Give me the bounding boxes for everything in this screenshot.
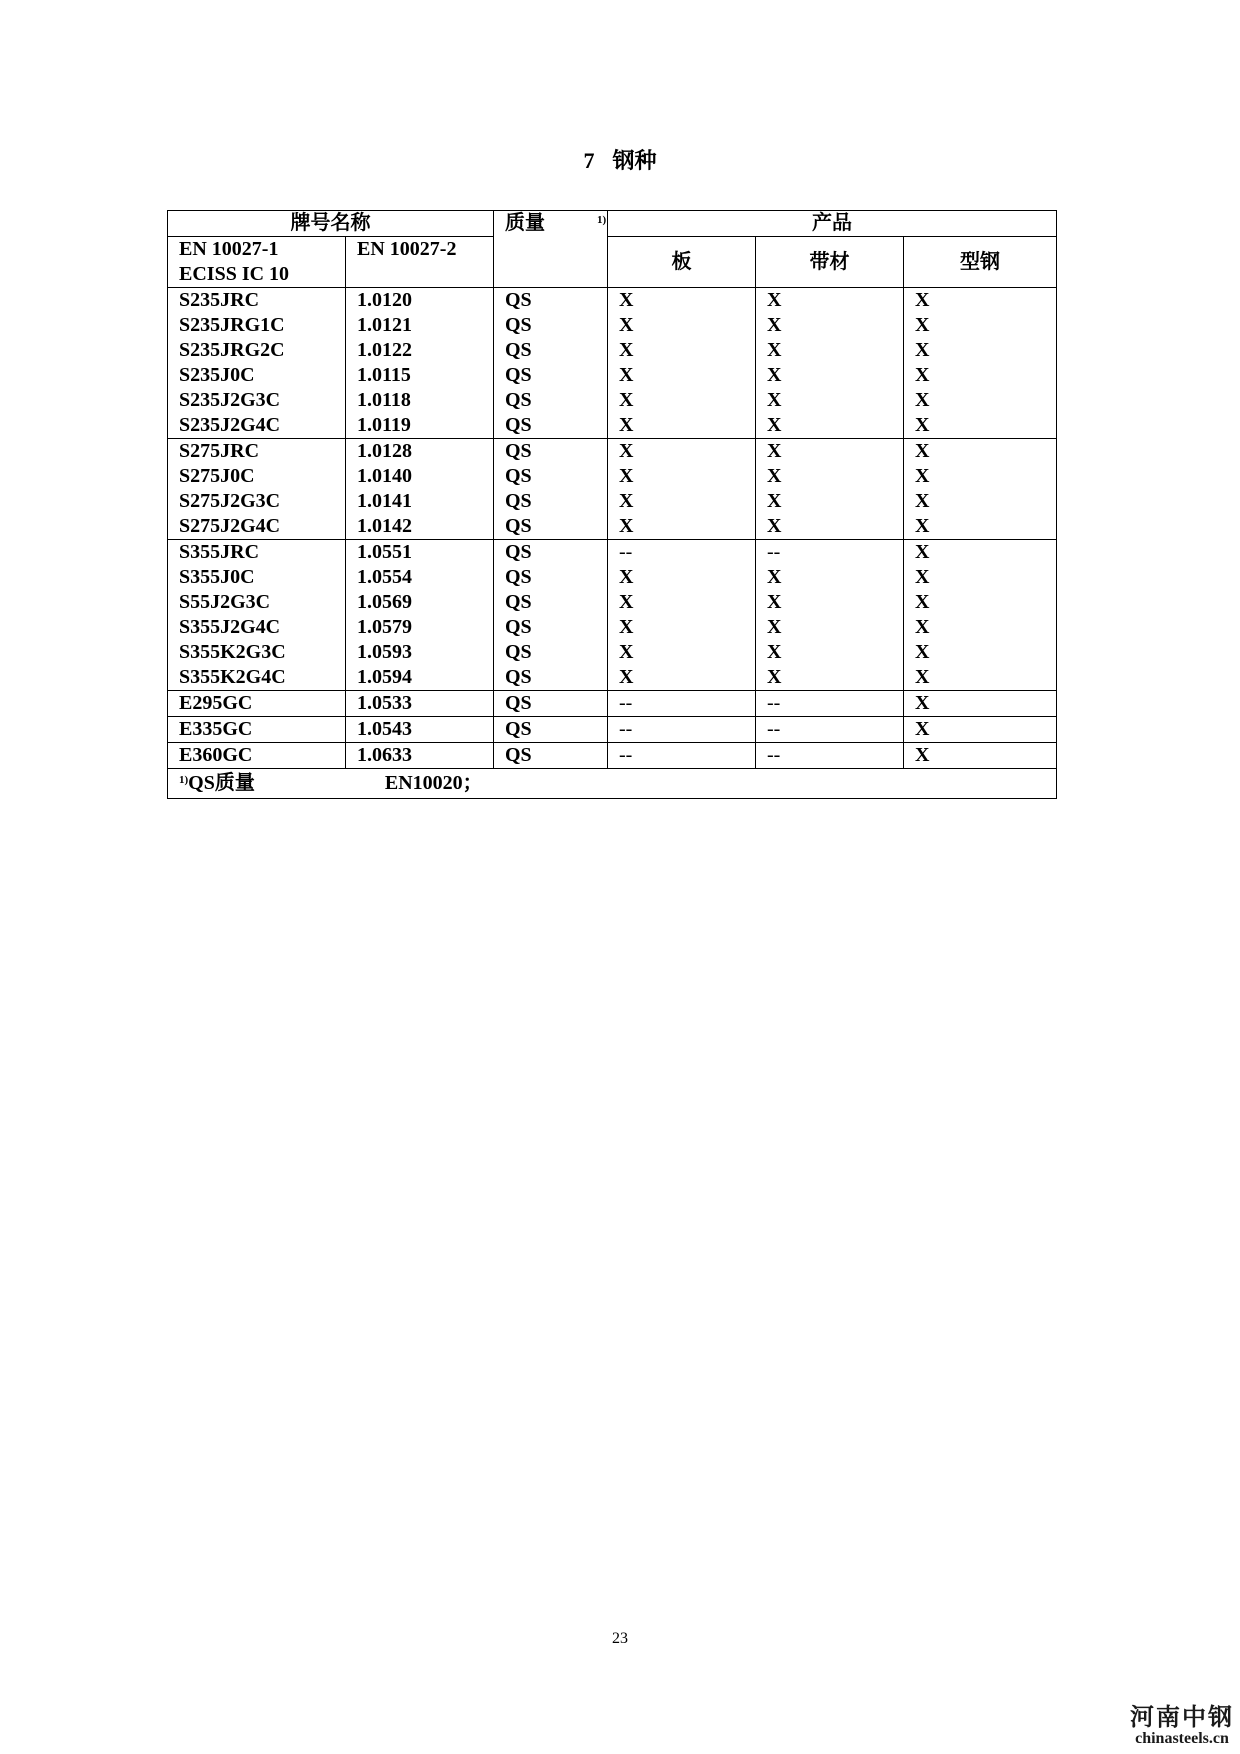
product-a-cell: -- bbox=[608, 540, 756, 566]
quality-cell: QS bbox=[494, 413, 608, 439]
number-cell: 1.0122 bbox=[346, 338, 494, 363]
table-row bbox=[168, 514, 1057, 540]
grade-cell: S355JRC bbox=[168, 540, 346, 566]
product-b-cell: X bbox=[756, 514, 904, 540]
quality-cell: QS bbox=[494, 338, 608, 363]
number-cell: 1.0543 bbox=[346, 717, 494, 743]
grade-cell: S275J2G4C bbox=[168, 514, 346, 540]
number-cell: 1.0115 bbox=[346, 363, 494, 388]
grade-cell: S235J0C bbox=[168, 363, 346, 388]
product-a-cell: X bbox=[608, 363, 756, 388]
grade-cell: E360GC bbox=[168, 743, 346, 769]
en10027-1-label: EN 10027-1 bbox=[179, 238, 279, 260]
table-row bbox=[168, 691, 1057, 717]
grade-group-header: 牌号名称 bbox=[168, 211, 494, 237]
product-b-cell: X bbox=[756, 288, 904, 314]
product-c-cell: X bbox=[904, 439, 1057, 465]
quality-cell: QS bbox=[494, 717, 608, 743]
quality-cell: QS bbox=[494, 691, 608, 717]
product-a-cell: X bbox=[608, 388, 756, 413]
quality-cell: QS bbox=[494, 388, 608, 413]
table-row bbox=[168, 313, 1057, 338]
quality-cell: QS bbox=[494, 514, 608, 540]
quality-cell: QS bbox=[494, 439, 608, 465]
product-a-cell: X bbox=[608, 413, 756, 439]
quality-cell: QS bbox=[494, 288, 608, 314]
number-cell: 1.0141 bbox=[346, 489, 494, 514]
table-row bbox=[168, 665, 1057, 691]
header-row-1 bbox=[168, 211, 1057, 237]
product-c-cell: X bbox=[904, 540, 1057, 566]
product-b-cell: X bbox=[756, 590, 904, 615]
product-c-header: 型钢 bbox=[904, 237, 1057, 288]
quality-cell: QS bbox=[494, 665, 608, 691]
number-cell: 1.0128 bbox=[346, 439, 494, 465]
table-row bbox=[168, 464, 1057, 489]
product-a-cell: X bbox=[608, 615, 756, 640]
product-b-cell: -- bbox=[756, 743, 904, 769]
product-c-cell: X bbox=[904, 717, 1057, 743]
grade-cell: E295GC bbox=[168, 691, 346, 717]
product-b-cell: X bbox=[756, 665, 904, 691]
grade-cell: S235JRC bbox=[168, 288, 346, 314]
product-b-cell: X bbox=[756, 338, 904, 363]
number-cell: 1.0594 bbox=[346, 665, 494, 691]
product-c-cell: X bbox=[904, 388, 1057, 413]
number-cell: 1.0142 bbox=[346, 514, 494, 540]
product-b-cell: X bbox=[756, 489, 904, 514]
number-cell: 1.0579 bbox=[346, 615, 494, 640]
footnote-row bbox=[168, 769, 1057, 799]
quality-cell: QS bbox=[494, 313, 608, 338]
product-a-cell: X bbox=[608, 489, 756, 514]
product-a-cell: X bbox=[608, 640, 756, 665]
quality-header-label: 质量 bbox=[505, 212, 545, 234]
product-b-cell: X bbox=[756, 640, 904, 665]
product-a-cell: X bbox=[608, 288, 756, 314]
product-c-cell: X bbox=[904, 691, 1057, 717]
table-row bbox=[168, 288, 1057, 314]
product-a-cell: X bbox=[608, 565, 756, 590]
quality-cell: QS bbox=[494, 540, 608, 566]
product-c-cell: X bbox=[904, 565, 1057, 590]
product-c-cell: X bbox=[904, 743, 1057, 769]
product-b-cell: -- bbox=[756, 540, 904, 566]
grade-cell: S275J2G3C bbox=[168, 489, 346, 514]
product-c-cell: X bbox=[904, 514, 1057, 540]
section-number: 7 bbox=[583, 148, 595, 173]
table-row bbox=[168, 413, 1057, 439]
site-logo bbox=[1130, 1704, 1234, 1748]
page-title bbox=[0, 148, 1240, 174]
product-c-cell: X bbox=[904, 313, 1057, 338]
table-row bbox=[168, 590, 1057, 615]
quality-cell: QS bbox=[494, 590, 608, 615]
grade-cell: S355K2G3C bbox=[168, 640, 346, 665]
table-row bbox=[168, 388, 1057, 413]
quality-cell: QS bbox=[494, 743, 608, 769]
number-cell: 1.0120 bbox=[346, 288, 494, 314]
grade-cell: E335GC bbox=[168, 717, 346, 743]
product-a-cell: X bbox=[608, 464, 756, 489]
table-row bbox=[168, 565, 1057, 590]
footnote-mark: 1) bbox=[179, 774, 189, 786]
product-b-cell: X bbox=[756, 313, 904, 338]
steel-grades-table bbox=[167, 210, 1057, 799]
product-a-cell: X bbox=[608, 665, 756, 691]
product-b-cell: X bbox=[756, 439, 904, 465]
product-c-cell: X bbox=[904, 489, 1057, 514]
quality-cell: QS bbox=[494, 363, 608, 388]
grade-cell: S235J2G4C bbox=[168, 413, 346, 439]
product-a-cell: -- bbox=[608, 717, 756, 743]
grade-cell: S275JRC bbox=[168, 439, 346, 465]
footnote-text: QS质量 bbox=[188, 772, 255, 794]
product-a-cell: X bbox=[608, 514, 756, 540]
product-c-cell: X bbox=[904, 464, 1057, 489]
grade-cell: S55J2G3C bbox=[168, 590, 346, 615]
product-a-cell: X bbox=[608, 590, 756, 615]
product-c-cell: X bbox=[904, 338, 1057, 363]
number-cell: 1.0551 bbox=[346, 540, 494, 566]
logo-site: chinasteels.cn bbox=[1135, 1730, 1229, 1747]
number-cell: 1.0593 bbox=[346, 640, 494, 665]
product-a-cell: X bbox=[608, 313, 756, 338]
quality-cell: QS bbox=[494, 615, 608, 640]
product-c-cell: X bbox=[904, 363, 1057, 388]
product-b-cell: X bbox=[756, 388, 904, 413]
number-cell: 1.0119 bbox=[346, 413, 494, 439]
grade-cell: S355J0C bbox=[168, 565, 346, 590]
product-a-header: 板 bbox=[608, 237, 756, 288]
product-b-cell: X bbox=[756, 464, 904, 489]
product-a-cell: X bbox=[608, 338, 756, 363]
table-row bbox=[168, 363, 1057, 388]
quality-cell: QS bbox=[494, 565, 608, 590]
header-row-2 bbox=[168, 237, 1057, 288]
product-c-cell: X bbox=[904, 640, 1057, 665]
product-a-cell: X bbox=[608, 439, 756, 465]
grade-cell: S235J2G3C bbox=[168, 388, 346, 413]
standard-header-1 bbox=[168, 237, 346, 288]
product-a-cell: -- bbox=[608, 743, 756, 769]
grade-cell: S275J0C bbox=[168, 464, 346, 489]
grade-cell: S355K2G4C bbox=[168, 665, 346, 691]
product-b-cell: X bbox=[756, 363, 904, 388]
section-title: 钢种 bbox=[612, 148, 657, 173]
page-number: 23 bbox=[612, 1630, 628, 1647]
number-cell: 1.0633 bbox=[346, 743, 494, 769]
product-c-cell: X bbox=[904, 615, 1057, 640]
grade-cell: S355J2G4C bbox=[168, 615, 346, 640]
number-cell: 1.0533 bbox=[346, 691, 494, 717]
logo-text: 河南中钢 bbox=[1130, 1703, 1234, 1731]
product-b-cell: -- bbox=[756, 691, 904, 717]
product-b-cell: X bbox=[756, 413, 904, 439]
product-a-cell: -- bbox=[608, 691, 756, 717]
table-row bbox=[168, 640, 1057, 665]
quality-header bbox=[494, 211, 608, 288]
number-cell: 1.0140 bbox=[346, 464, 494, 489]
product-b-cell: X bbox=[756, 615, 904, 640]
standard-header-2: EN 10027-2 bbox=[346, 237, 494, 288]
footnote-reference: EN10020； bbox=[384, 772, 483, 794]
number-cell: 1.0554 bbox=[346, 565, 494, 590]
table-row bbox=[168, 743, 1057, 769]
ecisc-label: ECISS IC 10 bbox=[179, 263, 290, 285]
grade-cell: S235JRG2C bbox=[168, 338, 346, 363]
product-b-cell: -- bbox=[756, 717, 904, 743]
grade-cell: S235JRG1C bbox=[168, 313, 346, 338]
table-row bbox=[168, 489, 1057, 514]
product-c-cell: X bbox=[904, 590, 1057, 615]
product-c-cell: X bbox=[904, 413, 1057, 439]
number-cell: 1.0121 bbox=[346, 313, 494, 338]
number-cell: 1.0118 bbox=[346, 388, 494, 413]
table-row bbox=[168, 338, 1057, 363]
quality-cell: QS bbox=[494, 640, 608, 665]
quality-note-mark: 1) bbox=[597, 214, 607, 226]
table-row bbox=[168, 439, 1057, 465]
table-row bbox=[168, 540, 1057, 566]
footnote bbox=[168, 769, 1057, 799]
product-c-cell: X bbox=[904, 665, 1057, 691]
product-b-cell: X bbox=[756, 565, 904, 590]
table-row bbox=[168, 717, 1057, 743]
product-group-header: 产品 bbox=[608, 211, 1057, 237]
quality-cell: QS bbox=[494, 464, 608, 489]
product-c-cell: X bbox=[904, 288, 1057, 314]
quality-cell: QS bbox=[494, 489, 608, 514]
number-cell: 1.0569 bbox=[346, 590, 494, 615]
product-b-header: 带材 bbox=[756, 237, 904, 288]
table-row bbox=[168, 615, 1057, 640]
